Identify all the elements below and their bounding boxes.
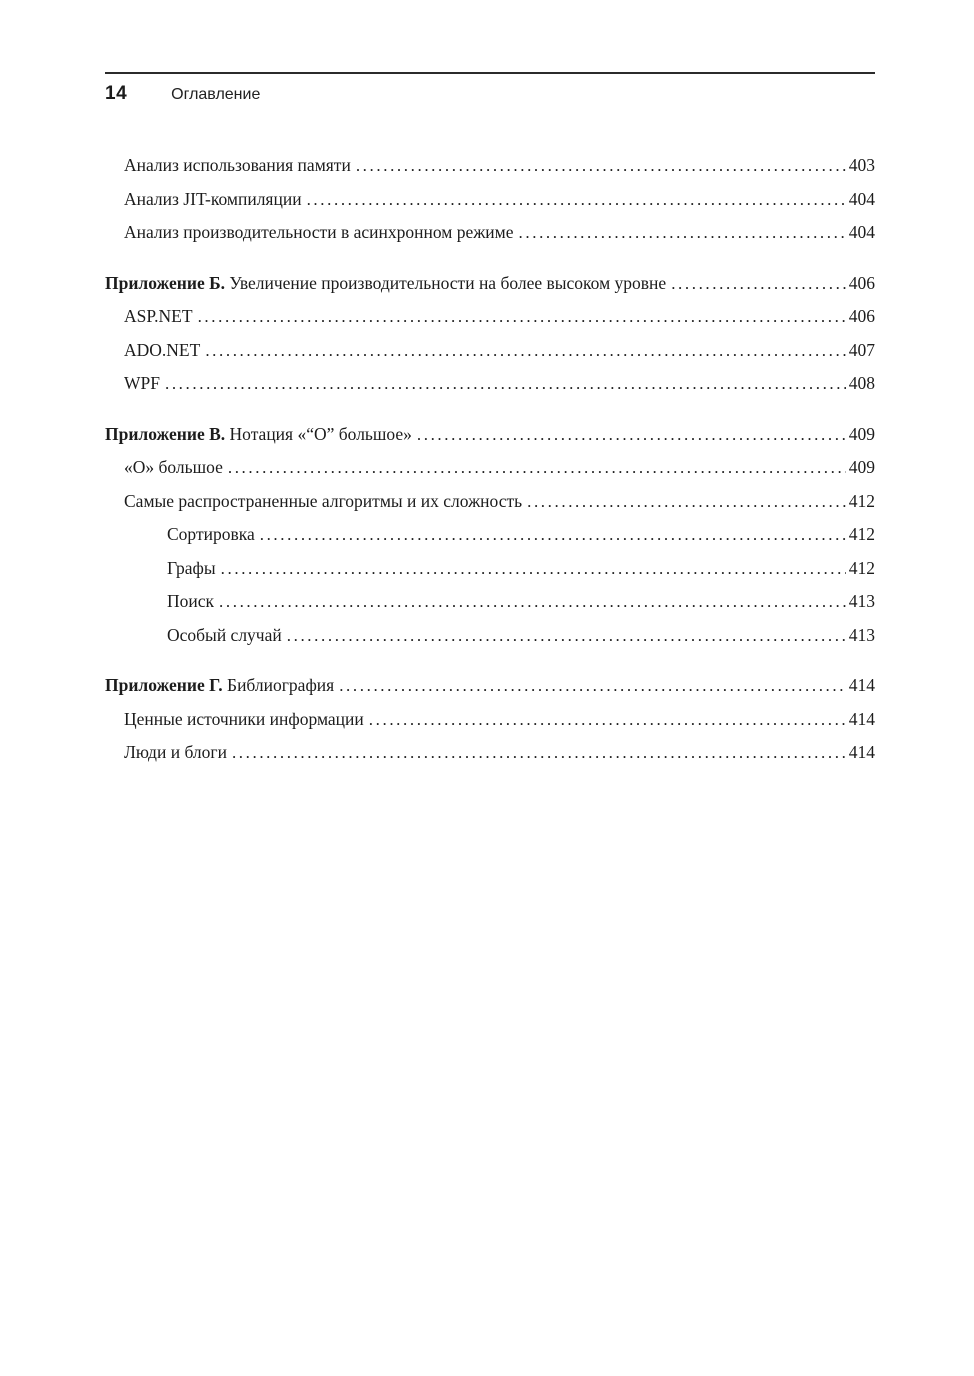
toc-entry bbox=[124, 334, 875, 368]
toc-entry-label: Анализ использования памяти bbox=[124, 155, 351, 175]
dot-leader bbox=[671, 267, 846, 301]
toc-entry-page: 406 bbox=[848, 272, 875, 293]
header-rule bbox=[105, 72, 875, 74]
toc-entry-page: 403 bbox=[848, 155, 875, 175]
toc-entry-page: 407 bbox=[848, 339, 875, 360]
toc-entry-label: Поиск bbox=[167, 591, 215, 611]
dot-leader bbox=[260, 518, 846, 552]
toc-entry-page: 408 bbox=[848, 373, 875, 393]
toc-entry-page: 404 bbox=[848, 222, 875, 242]
toc-entry-page: 409 bbox=[848, 423, 875, 444]
toc-entry-label: Анализ JIT-компиляции bbox=[124, 188, 302, 209]
toc-entry-label: Анализ производительности в асинхронном режиме bbox=[124, 222, 514, 242]
dot-leader bbox=[339, 669, 846, 703]
toc-entry-label bbox=[105, 267, 666, 301]
toc-entry-prefix: Приложение Г. bbox=[105, 675, 228, 695]
dot-leader bbox=[198, 300, 846, 334]
toc-entry bbox=[124, 703, 875, 737]
toc-entry bbox=[124, 149, 875, 183]
toc-entry-page: 413 bbox=[848, 624, 875, 645]
dot-leader bbox=[232, 736, 846, 770]
toc-entry-page: 412 bbox=[848, 524, 875, 544]
toc-entry bbox=[124, 736, 875, 770]
toc-entry-prefix: Приложение Б. bbox=[105, 272, 230, 293]
dot-leader bbox=[165, 367, 846, 401]
toc-entry bbox=[124, 300, 875, 334]
toc-section bbox=[105, 418, 875, 653]
dot-leader bbox=[219, 585, 846, 619]
toc-entry-label: Самые распространенные алгоритмы и их сложность bbox=[124, 490, 523, 511]
page-number: 14 bbox=[105, 83, 128, 104]
toc-entry-appendix bbox=[105, 418, 875, 452]
running-header-title: Оглавление bbox=[171, 86, 261, 103]
toc-entry-label: Сортировка bbox=[167, 524, 255, 544]
toc-entry-label bbox=[105, 418, 412, 452]
toc-entry-page: 414 bbox=[848, 708, 875, 729]
toc-entry-text: Нотация «“О” большое» bbox=[229, 423, 412, 444]
toc-entry-page: 409 bbox=[848, 457, 875, 477]
toc-entry bbox=[167, 552, 875, 586]
toc-entry-page: 412 bbox=[848, 557, 875, 578]
dot-leader bbox=[519, 216, 846, 250]
dot-leader bbox=[417, 418, 846, 452]
toc-entry bbox=[124, 183, 875, 217]
toc-entry-label: Графы bbox=[167, 557, 216, 578]
dot-leader bbox=[307, 183, 846, 217]
toc-entry-page: 404 bbox=[848, 188, 875, 209]
dot-leader bbox=[369, 703, 846, 737]
dot-leader bbox=[228, 451, 846, 485]
toc-entry bbox=[124, 367, 875, 401]
toc-entry-label: Особый случай bbox=[167, 624, 282, 645]
toc-entry-prefix: Приложение В. bbox=[105, 423, 230, 444]
toc-section bbox=[105, 669, 875, 770]
toc-entry-label: WPF bbox=[124, 373, 160, 393]
toc-section bbox=[105, 149, 875, 250]
toc-entry bbox=[124, 451, 875, 485]
dot-leader bbox=[205, 334, 845, 368]
toc-entry-page: 406 bbox=[848, 306, 875, 326]
toc-entry bbox=[167, 518, 875, 552]
toc-entry-text: Увеличение производительности на более высоком уровне bbox=[229, 272, 667, 293]
toc-entry bbox=[124, 216, 875, 250]
toc-entry-page: 414 bbox=[848, 742, 875, 762]
toc-entry-label: Ценные источники информации bbox=[124, 708, 364, 729]
toc-entry-page: 412 bbox=[848, 490, 875, 511]
toc-entry bbox=[124, 485, 875, 519]
toc-entry-appendix bbox=[105, 267, 875, 301]
toc-entry-label: «О» большое bbox=[124, 457, 223, 477]
toc-entry-label: ASP.NET bbox=[124, 306, 193, 326]
dot-leader bbox=[356, 149, 846, 183]
dot-leader bbox=[287, 619, 846, 653]
toc-entry bbox=[167, 585, 875, 619]
toc-entry-page: 413 bbox=[848, 591, 875, 611]
dot-leader bbox=[221, 552, 846, 586]
toc-entry-label: ADO.NET bbox=[124, 339, 201, 360]
toc-entry-label bbox=[105, 669, 334, 703]
toc-entry-text: Библиография bbox=[227, 675, 335, 695]
toc-entry-page: 414 bbox=[848, 675, 875, 695]
toc-entry-appendix bbox=[105, 669, 875, 703]
toc-entry-label: Люди и блоги bbox=[124, 742, 227, 762]
dot-leader bbox=[527, 485, 846, 519]
toc-section bbox=[105, 267, 875, 401]
toc-entry bbox=[167, 619, 875, 653]
running-header bbox=[105, 83, 875, 105]
